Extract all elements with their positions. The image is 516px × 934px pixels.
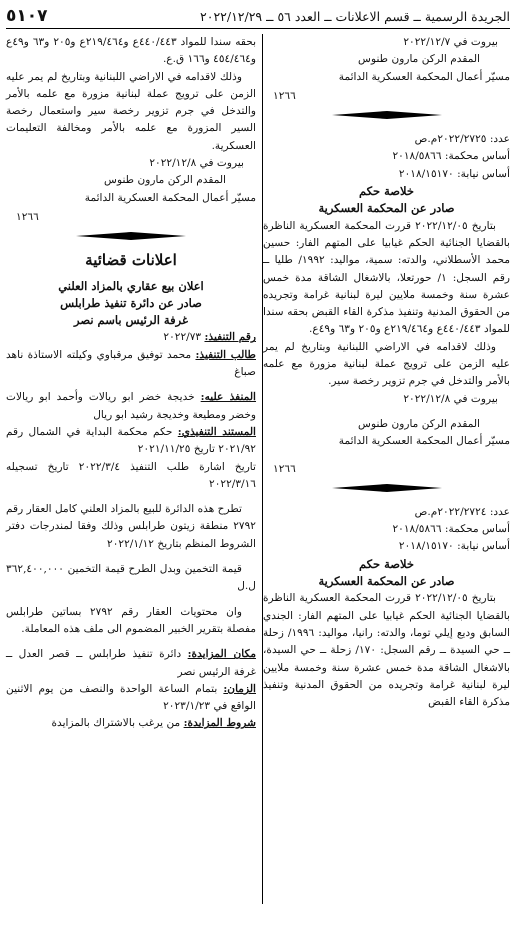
signer-rank: المقدم الركن مارون طنوس — [358, 53, 480, 66]
judgment-paragraph: بتاريخ ٢٠٢٢/١٢/٠٥ قررت المحكمة العسكرية الناظرة بالقضايا الجنائية الحكم غيابيا على المتهم الفار: حسين محمد الأسطلاني، والدته: سمية، مواليد: ١٩٩٢/ طليا ــ رقم السجل: ١/ حورتعلا، بالاشغال الشاقة مدة خمس عشرة سنة وخمسة ملايين ليرة لبنانية غرامة وتجريده من الحقوق المدنية وتنفيذ مذكرة القاء القبض بحقه سندا للمواد ٤٤٠/٤٤٣ع و٢١٩/٤٦٤ع و٢٠٥ و٦٣ و٤٩ع. — [263, 219, 511, 336]
separator-ornament — [263, 111, 510, 119]
page-number: ٥١٠٧ — [6, 6, 48, 26]
reason-paragraph: وذلك لاقدامه في الاراضي اللبنانية وبتاريخ لم يمر عليه الزمن على ترويج عملة لبنانية مزورة مع علمه بالأمر والتدخل في جرم تزوير رخصة سير. — [263, 340, 510, 388]
left-column — [6, 34, 256, 733]
court-basis: أساس محكمة: ٢٠١٨/٥٨٦٦ — [392, 523, 510, 536]
executed-against — [6, 389, 256, 424]
signer-rank: المقدم الركن مارون طنوس — [104, 174, 226, 187]
header-title: الجريدة الرسمية ــ قسم الاعلانات ــ العدد ٥٦ ــ ٢٠٢٢/١٢/٢٩ — [200, 8, 510, 24]
auction-time — [6, 681, 256, 716]
field-label: المنفذ عليه: — [200, 391, 257, 404]
field-value: حكم محكمة البداية في الشمال رقم ٢٠٢١/٩٢ تاريخ ٢٠٢١/١١/٢٥ — [6, 425, 256, 456]
executive-document — [6, 424, 256, 459]
reason-paragraph: وذلك لاقدامه في الاراضي اللبنانية وبتاريخ لم يمر عليه الزمن على ترويج عملة لبنانية مزورة مع علمه بالأمر والتدخل في جرم تزوير رخصة سير واستعمال رخصة السير المزورة مع علمه بالأمر ومخالفة التعليمات العسكرية. — [6, 70, 256, 152]
notice-title: خلاصة حكم — [358, 184, 415, 199]
court-basis: أساس محكمة: ٢٠١٨/٥٨٦٦ — [392, 150, 510, 163]
notice-title: اعلان بيع عقاري بالمزاد العلني — [58, 278, 204, 293]
signer-title: مسيّر أعمال المحكمة العسكرية الدائمة — [338, 70, 510, 83]
notice-subtitle: صادر عن المحكمة العسكرية — [318, 574, 455, 589]
field-value: خديجة خضر ابو ريالات وأحمد ابو ريالات وخضر ومطيعة وخديجة رشيد ابو ريال — [6, 391, 256, 421]
decision-number: عدد: ٢٠٢٢/٢٧٢٤م.ص — [414, 505, 510, 518]
field-label: شروط المزايدة: — [183, 717, 256, 730]
field-label: الزمان: — [223, 682, 256, 695]
contents-paragraph: وان محتويات العقار رقم ٢٧٩٢ بساتين طرابلس مفصلة بتقرير الخبير المضموم الى ملف هذه المعاملة. — [6, 605, 256, 635]
separator-ornament — [263, 484, 510, 492]
reference-number: ١٢٦٦ — [273, 462, 296, 475]
requester — [6, 347, 256, 382]
field-value: محمد توفيق مرقباوي وكيلته الاستاذة ناهد صباغ — [6, 348, 256, 379]
signer-title: مسيّر أعمال المحكمة العسكرية الدائمة — [84, 191, 256, 204]
prosecution-basis: أساس نيابة: ٢٠١٨/١٥١٧٠ — [398, 540, 510, 553]
field-value: من يرغب بالاشتراك بالمزايدة — [51, 717, 181, 730]
signer-title: مسيّر أعمال المحكمة العسكرية الدائمة — [338, 435, 510, 448]
notice-chamber: غرفة الرئيس باسم نصر — [74, 313, 188, 328]
reference-number: ١٢٦٦ — [16, 210, 39, 223]
field-label: رقم التنفيذ: — [204, 331, 256, 344]
field-label: طالب التنفيذ: — [195, 348, 256, 361]
notice-title: خلاصة حكم — [358, 556, 415, 571]
valuation-paragraph: قيمة التخمين وبدل الطرح قيمة التخمين ٣٦٢,٤٠٠,٠٠٠ ل.ل — [6, 563, 256, 593]
execution-number — [6, 329, 256, 346]
prosecution-basis: أساس نيابة: ٢٠١٨/١٥١٧٠ — [398, 167, 510, 180]
auction-place — [6, 646, 256, 681]
right-column — [263, 34, 510, 711]
continued-paragraph: بحقه سندا للمواد ٤٤٠/٤٤٣ع و٢١٩/٤٦٤ع و٢٠٥ و٦٣ و٤٩ع و٤٥٤/٤٦٤ و١٦٦ ق.ع. — [6, 36, 257, 66]
field-value: دائرة تنفيذ طرابلس ــ قصر العدل ــ غرفة الرئيس نصر — [6, 648, 256, 678]
field-value: ٢٠٢٢/٧٣ — [163, 331, 202, 344]
reference-number: ١٢٦٦ — [273, 89, 296, 102]
notice-subtitle: صادر عن المحكمة العسكرية — [318, 201, 455, 216]
page-header — [6, 4, 510, 29]
section-title: اعلانات قضائية — [85, 251, 177, 270]
decision-number: عدد: ٢٠٢٢/٢٧٢٥م.ص — [414, 133, 510, 146]
date-line: بيروت في ٢٠٢٢/١٢/٨ — [403, 392, 498, 405]
date-line: بيروت في ٢٠٢٢/١٢/٨ — [149, 157, 244, 170]
notice-issuer: صادر عن دائرة تنفيذ طرابلس — [60, 295, 202, 310]
request-dates: تاريخ اشارة طلب التنفيذ ٢٠٢٢/٣/٤ تاريخ تسجيله ٢٠٢٢/٣/١٦ — [6, 460, 256, 490]
auction-terms — [6, 715, 256, 732]
sale-offer-paragraph: تطرح هذه الدائرة للبيع بالمزاد العلني كامل العقار رقم ٢٧٩٢ منطقة زيتون طرابلس وذلك وفقا لمندرجات دفتر الشروط المنظم بتاريخ ٢٠٢٢/١/١٢ — [6, 503, 256, 550]
date-line: بيروت في ٢٠٢٢/١٢/٧ — [403, 36, 498, 48]
field-value: بتمام الساعة الواحدة والنصف من يوم الاثنين الواقع في ٢٠٢٣/١/٢٣ — [6, 682, 256, 713]
judgment-paragraph: بتاريخ ٢٠٢٢/١٢/٠٥ قررت المحكمة العسكرية الناظرة بالقضايا الجنائية الحكم غيابيا على المتهم الفار: الجندي السابق وديع إيلي توما، والدته: رانيا، مواليد: ١٩٩٦/ زحلة ــ حي السيدة ــ رقم السجل: ١٧٠/ زحلة ــ حي السيدة، بالاشغال الشاقة مدة خمس عشرة سنة وخمسة ملايين ليرة لبنانية غرامة وتجريده من الحقوق المدنية وتنفيذ مذكرة القاء القبض — [263, 592, 510, 709]
field-label: مكان المزايدة: — [187, 648, 256, 661]
field-label: المستند التنفيذي: — [177, 425, 256, 438]
signer-rank: المقدم الركن مارون طنوس — [358, 417, 480, 430]
separator-ornament — [6, 232, 256, 240]
